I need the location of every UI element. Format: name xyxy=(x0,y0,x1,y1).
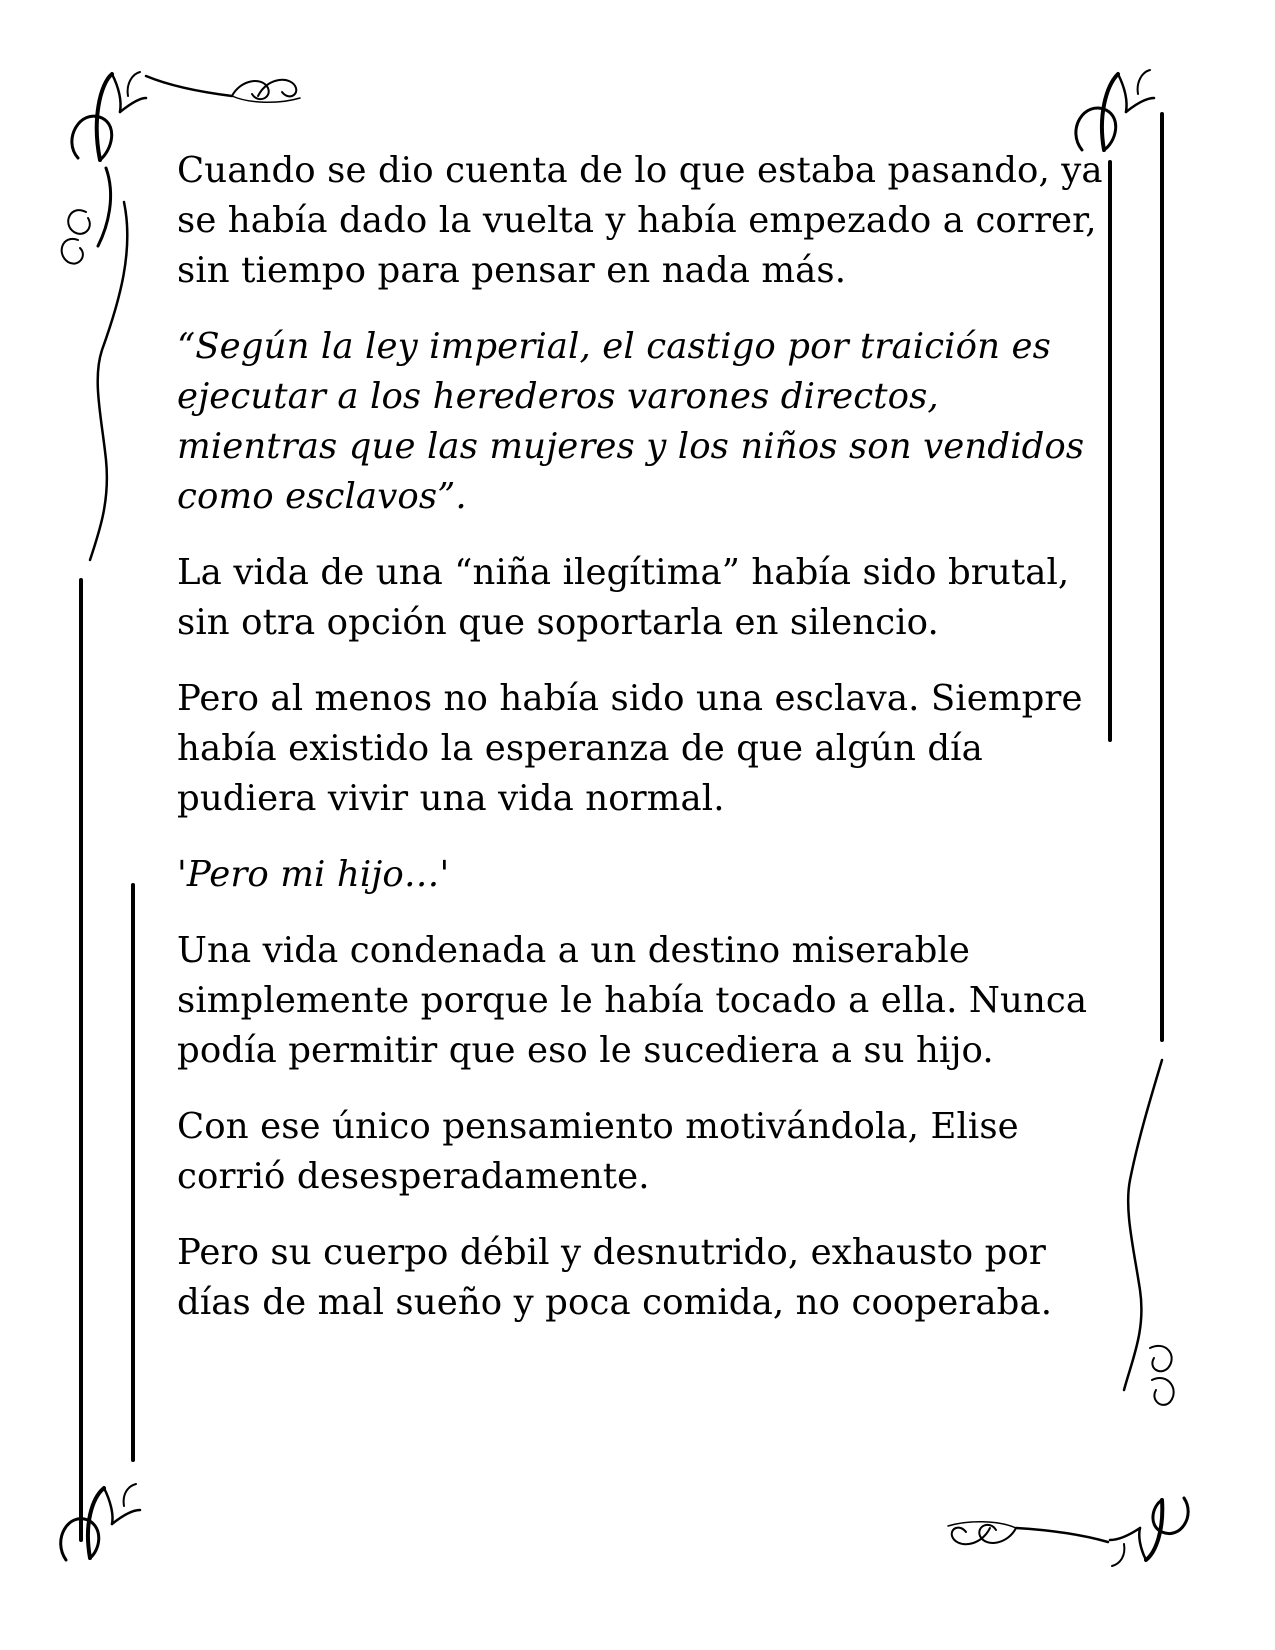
paragraph-4: Pero al menos no había sido una esclava. Siempre había existido la esperanza de que algún día pudiera vivir una vida normal. xyxy=(177,678,1083,819)
paragraph-7: Con ese único pensamiento motivándola, Elise corrió desesperadamente. xyxy=(177,1106,1019,1197)
paragraph-1: Cuando se dio cuenta de lo que estaba pasando, ya se había dado la vuelta y había empezado a correr, sin tiempo para pensar en nada más. xyxy=(177,150,1103,291)
paragraph-2-quote: “Según la ley imperial, el castigo por traición es ejecutar a los herederos varones directos, mientras que las mujeres y los niños son vendidos como esclavos”. xyxy=(177,326,1085,517)
paragraph-8: Pero su cuerpo débil y desnutrido, exhausto por días de mal sueño y poca comida, no cooperaba. xyxy=(177,1232,1053,1323)
paragraph-5-thought: 'Pero mi hijo…' xyxy=(177,854,450,895)
story-text xyxy=(177,146,1107,1354)
bottom-left-flourish-icon xyxy=(61,1484,140,1560)
paragraph-3: La vida de una “niña ilegítima” había sido brutal, sin otra opción que soportarla en silencio. xyxy=(177,552,1070,643)
top-right-flourish-icon xyxy=(1076,70,1154,150)
paragraph-6: Una vida condenada a un destino miserable simplemente porque le había tocado a ella. Nunca podía permitir que eso le sucediera a su hijo. xyxy=(177,930,1088,1071)
